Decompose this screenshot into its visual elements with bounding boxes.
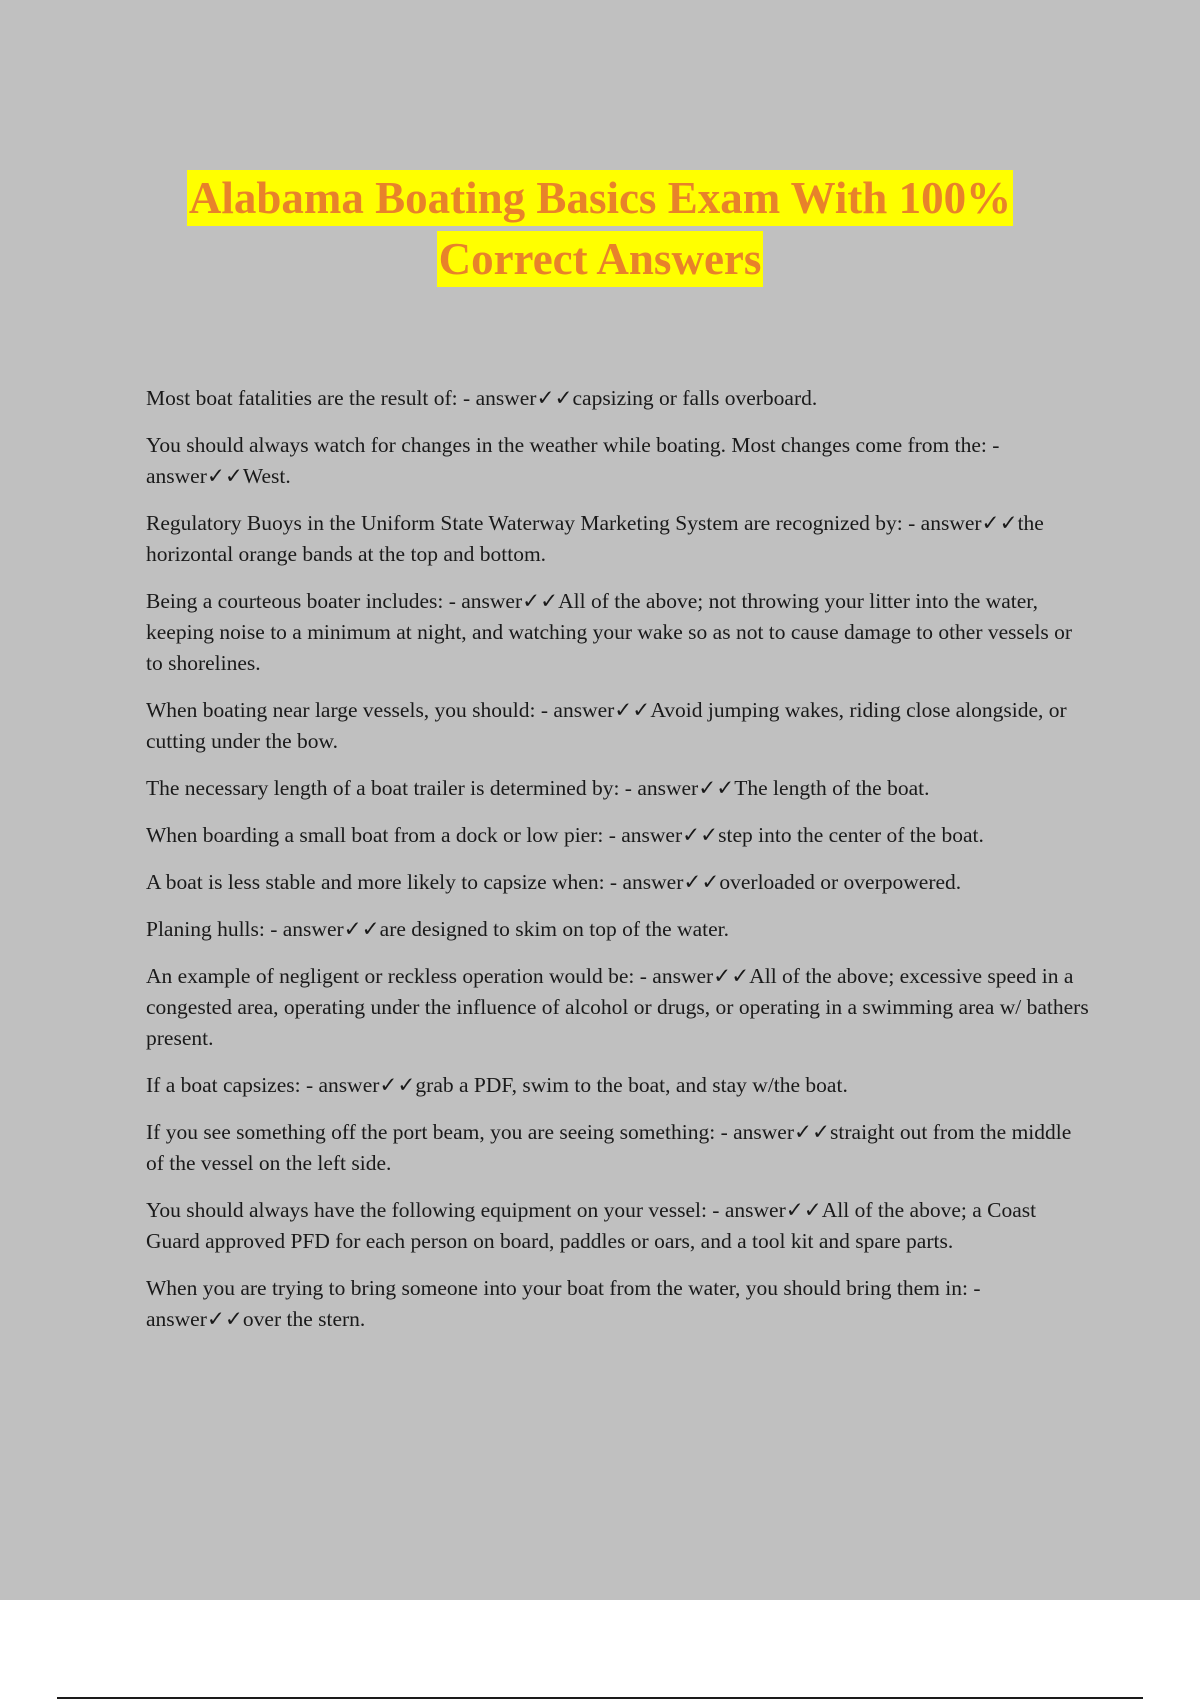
qa-item: A boat is less stable and more likely to capsize when: - answer✓✓overloaded or overpowered. <box>146 870 962 894</box>
qa-item: The necessary length of a boat trailer is determined by: - answer✓✓The length of the boat. <box>146 776 930 800</box>
qa-item: When boarding a small boat from a dock or low pier: - answer✓✓step into the center of the boat. <box>146 823 984 847</box>
qa-item: If a boat capsizes: - answer✓✓grab a PDF, swim to the boat, and stay w/the boat. <box>146 1073 848 1097</box>
qa-item: Most boat fatalities are the result of: - answer✓✓capsizing or falls overboard. <box>146 386 818 410</box>
qa-item: If you see something off the port beam, you are seeing something: - answer✓✓straight out from the middle of the vessel on the left side. <box>146 1120 1072 1175</box>
page-title <box>0 170 1200 292</box>
footer-divider <box>57 1697 1143 1699</box>
qa-item: When you are trying to bring someone into your boat from the water, you should bring them in: - answer✓✓over the stern. <box>146 1276 981 1331</box>
qa-item: Planing hulls: - answer✓✓are designed to skim on top of the water. <box>146 917 729 941</box>
qa-item: An example of negligent or reckless operation would be: - answer✓✓All of the above; excessive speed in a congested area, operating under the influence of alcohol or drugs, or operating in a swimming area w/ bathers present. <box>146 964 1089 1050</box>
title-line-1: Alabama Boating Basics Exam With 100% <box>187 170 1013 226</box>
qa-item: Regulatory Buoys in the Uniform State Waterway Marketing System are recognized by: - answer✓✓the horizontal orange bands at the top and bottom. <box>146 511 1044 566</box>
qa-item: You should always have the following equipment on your vessel: - answer✓✓All of the above; a Coast Guard approved PFD for each person on board, paddles or oars, and a tool kit and spare parts. <box>146 1198 1037 1253</box>
title-line-2: Correct Answers <box>437 231 764 287</box>
qa-list <box>146 383 1091 1351</box>
qa-item: Being a courteous boater includes: - answer✓✓All of the above; not throwing your litter into the water, keeping noise to a minimum at night, and watching your wake so as not to cause damage to other vessels or to shorelines. <box>146 589 1073 675</box>
qa-item: You should always watch for changes in the weather while boating. Most changes come from the: - answer✓✓West. <box>146 433 1000 488</box>
qa-item: When boating near large vessels, you should: - answer✓✓Avoid jumping wakes, riding close alongside, or cutting under the bow. <box>146 698 1067 753</box>
